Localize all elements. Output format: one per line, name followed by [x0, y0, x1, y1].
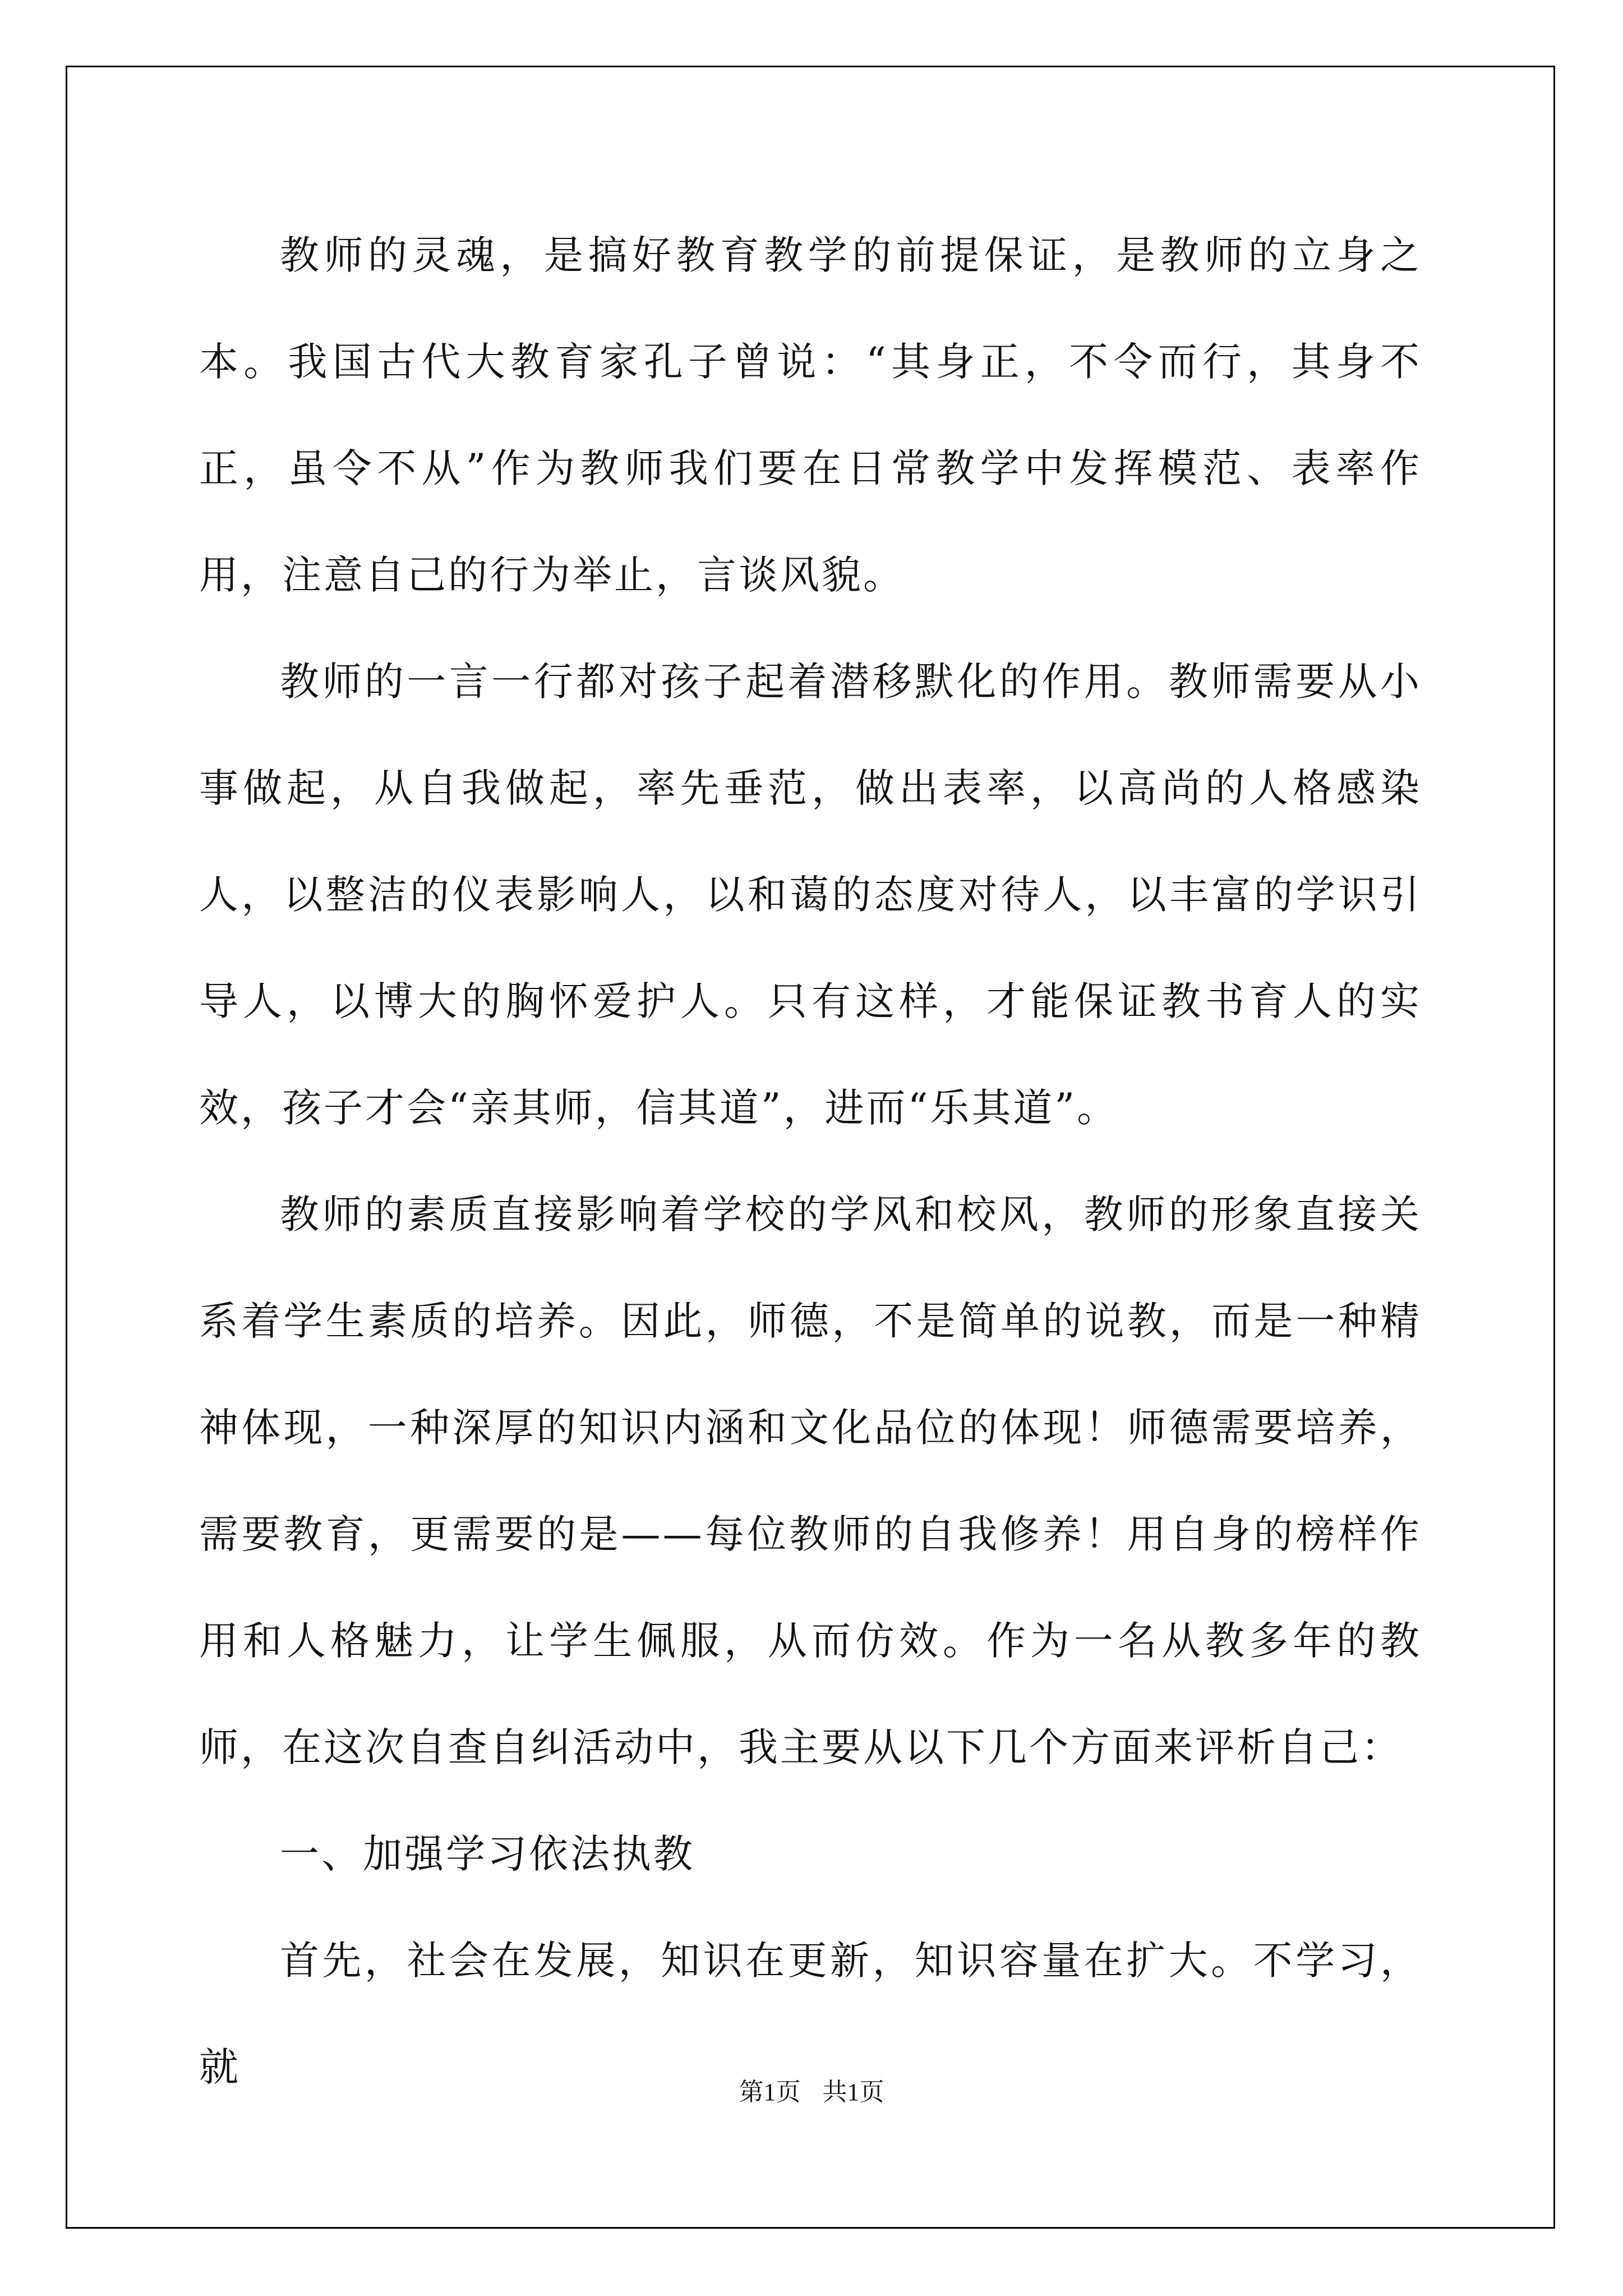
paragraph-2: 教师的一言一行都对孩子起着潜移默化的作用。教师需要从小事做起，从自我做起，率先垂范，做出表率，以高尚的人格感染人，以整洁的仪表影响人，以和蔼的态度对待人，以丰富的学识引导人，以博大的胸怀爱护人。只有这样，才能保证教书育人的实效，孩子才会“亲其师，信其道”，进而“乐其道”。: [199, 659, 1422, 1131]
page-number-total: 共1页: [822, 2078, 884, 2106]
section-heading: 一、加强学习依法执教: [280, 1831, 695, 1877]
document-body: [199, 202, 1422, 2120]
page-number-current: 第1页: [739, 2078, 801, 2106]
paragraph-3: 教师的素质直接影响着学校的学风和校风，教师的形象直接关系着学生素质的培养。因此，师德，不是简单的说教，而是一种精神体现，一种深厚的知识内涵和文化品位的体现！师德需要培养，需要教育，更需要的是——每位教师的自我修养！用自身的榜样作用和人格魅力，让学生佩服，从而仿效。作为一名从教多年的教师，在这次自查自纠活动中，我主要从以下几个方面来评析自己：: [199, 1191, 1422, 1770]
paragraph-4: 首先，社会在发展，知识在更新，知识容量在扩大。不学习，就: [199, 1938, 1422, 2090]
page-footer: [0, 2076, 1623, 2109]
paragraph-1: 教师的灵魂，是搞好教育教学的前提保证，是教师的立身之本。我国古代大教育家孔子曾说：“其身正，不令而行，其身不正，虽令不从”作为教师我们要在日常教学中发挥模范、表率作用，注意自己的行为举止，言谈风貌。: [199, 232, 1422, 598]
